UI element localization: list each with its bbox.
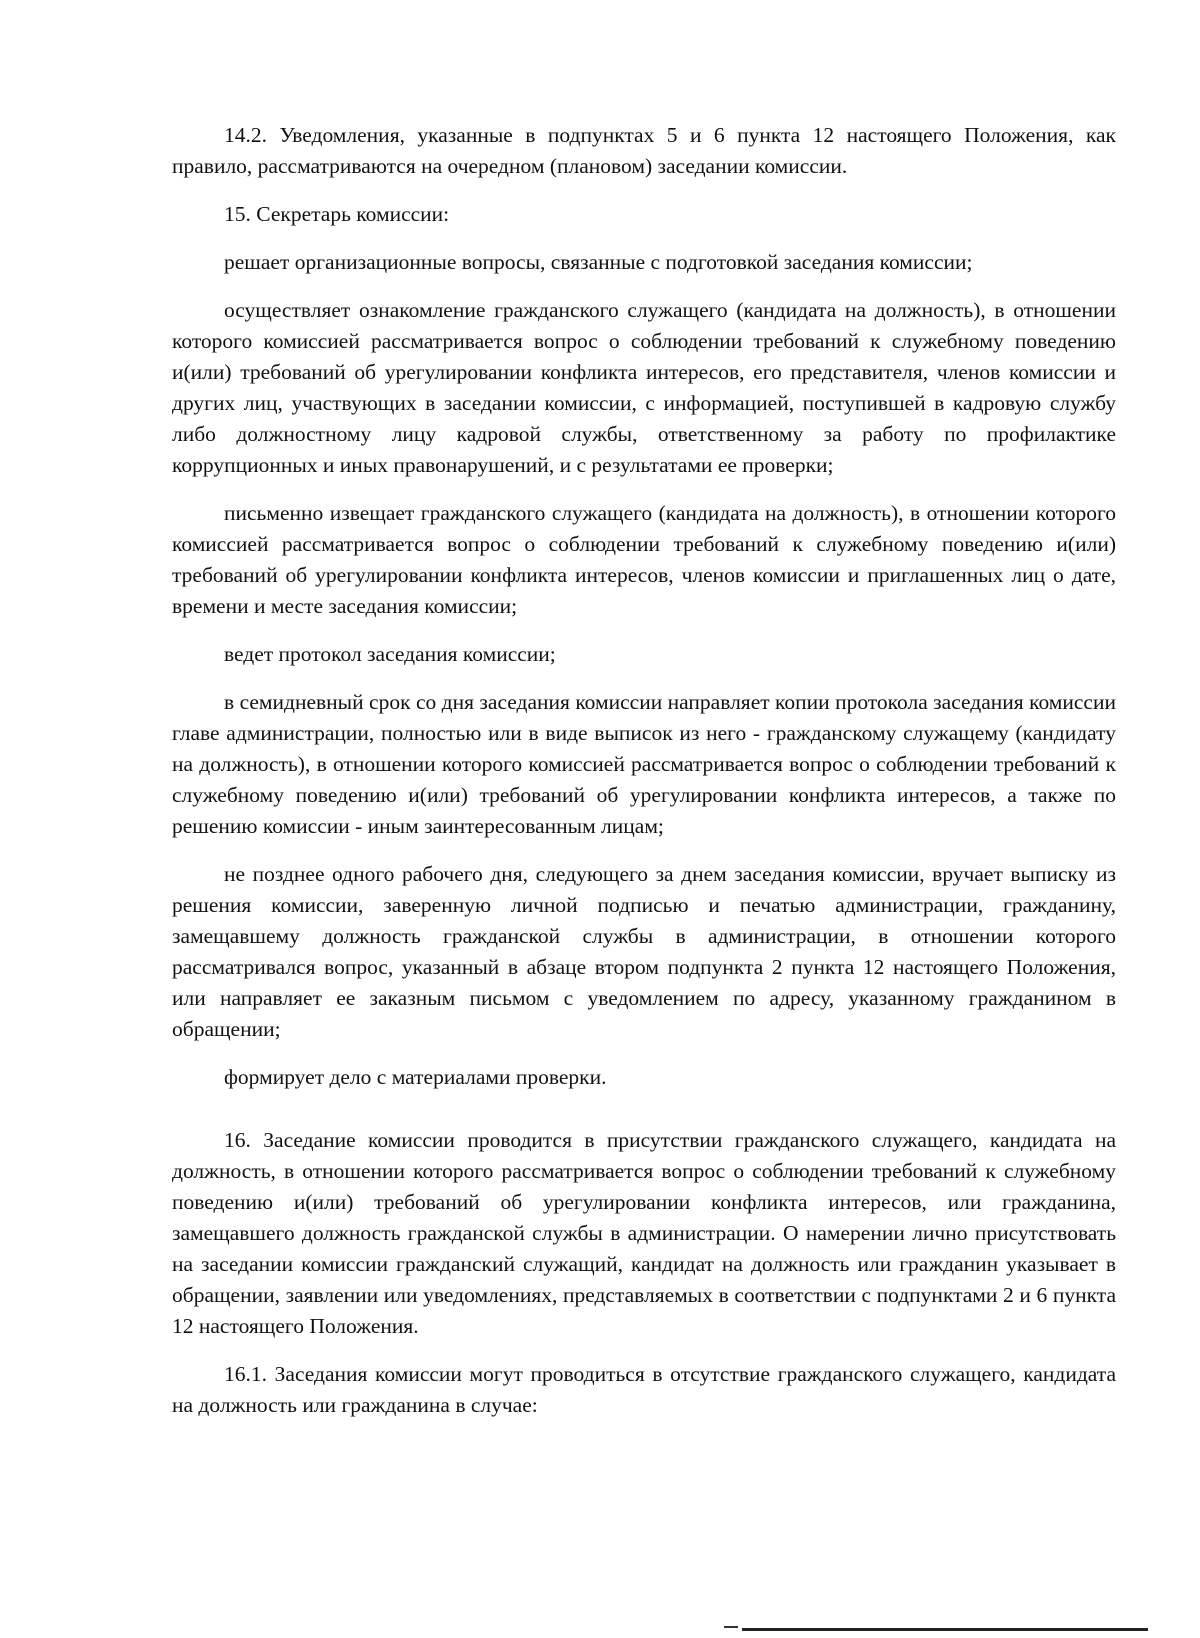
paragraph-15-item-3: письменно извещает гражданского служащего (кандидата на должность), в отношении которого комиссией рассматривается вопрос о соблюдении требований к служебному поведению и(или) требований об урегулировании конфликта интересов, членов комиссии и приглашенных лиц о дате, времени и месте заседания комиссии; — [172, 501, 1116, 618]
paragraph-15-heading: 15. Секретарь комиссии: — [224, 202, 450, 226]
paragraph-16-1: 16.1. Заседания комиссии могут проводиться в отсутствие гражданского служащего, кандидата на должность или гражданина в случае: — [172, 1362, 1116, 1417]
paragraph-15-item-5: в семидневный срок со дня заседания комиссии направляет копии протокола заседания комиссии главе администрации, полностью или в виде выписок из него - гражданскому служащему (кандидату на должность), в отношении которого комиссией рассматривается вопрос о соблюдении требований к служебному поведению и(или) требований об урегулировании конфликта интересов, а также по решению комиссии - иным заинтересованным лицам; — [172, 690, 1116, 838]
document-body — [172, 120, 1116, 1438]
paragraph-15-item-6: не позднее одного рабочего дня, следующего за днем заседания комиссии, вручает выписку из решения комиссии, заверенную личной подписью и печатью администрации, гражданину, замещавшему должность гражданской службы в администрации, в отношении которого рассматривался вопрос, указанный в абзаце втором подпункта 2 пункта 12 настоящего Положения, или направляет ее заказным письмом с уведомлением по адресу, указанному гражданином в обращении; — [172, 862, 1116, 1041]
footer-rule — [742, 1628, 1148, 1631]
paragraph-15-item-4: ведет протокол заседания комиссии; — [224, 642, 556, 666]
paragraph-15-item-1: решает организационные вопросы, связанные с подготовкой заседания комиссии; — [224, 250, 973, 274]
scan-mark — [724, 1626, 738, 1628]
paragraph-15-item-7: формирует дело с материалами проверки. — [224, 1065, 607, 1089]
paragraph-15-item-2: осуществляет ознакомление гражданского служащего (кандидата на должность), в отношении которого комиссией рассматривается вопрос о соблюдении требований к служебному поведению и(или) требований об урегулировании конфликта интересов, его представителя, членов комиссии и других лиц, участвующих в заседании комиссии, с информацией, поступившей в кадровую службу либо должностному лицу кадровой службы, ответственному за работу по профилактике коррупционных и иных правонарушений, и с результатами ее проверки; — [172, 298, 1116, 477]
paragraph-16: 16. Заседание комиссии проводится в присутствии гражданского служащего, кандидата на должность, в отношении которого рассматривается вопрос о соблюдении требований к служебному поведению и(или) требований об урегулировании конфликта интересов, или гражданина, замещавшего должность гражданской службы в администрации. О намерении лично присутствовать на заседании комиссии гражданский служащий, кандидат на должность или гражданин указывает в обращении, заявлении или уведомлениях, представляемых в соответствии с подпунктами 2 и 6 пункта 12 настоящего Положения. — [172, 1128, 1116, 1338]
paragraph-14-2: 14.2. Уведомления, указанные в подпунктах 5 и 6 пункта 12 настоящего Положения, как правило, рассматриваются на очередном (плановом) заседании комиссии. — [172, 123, 1116, 178]
